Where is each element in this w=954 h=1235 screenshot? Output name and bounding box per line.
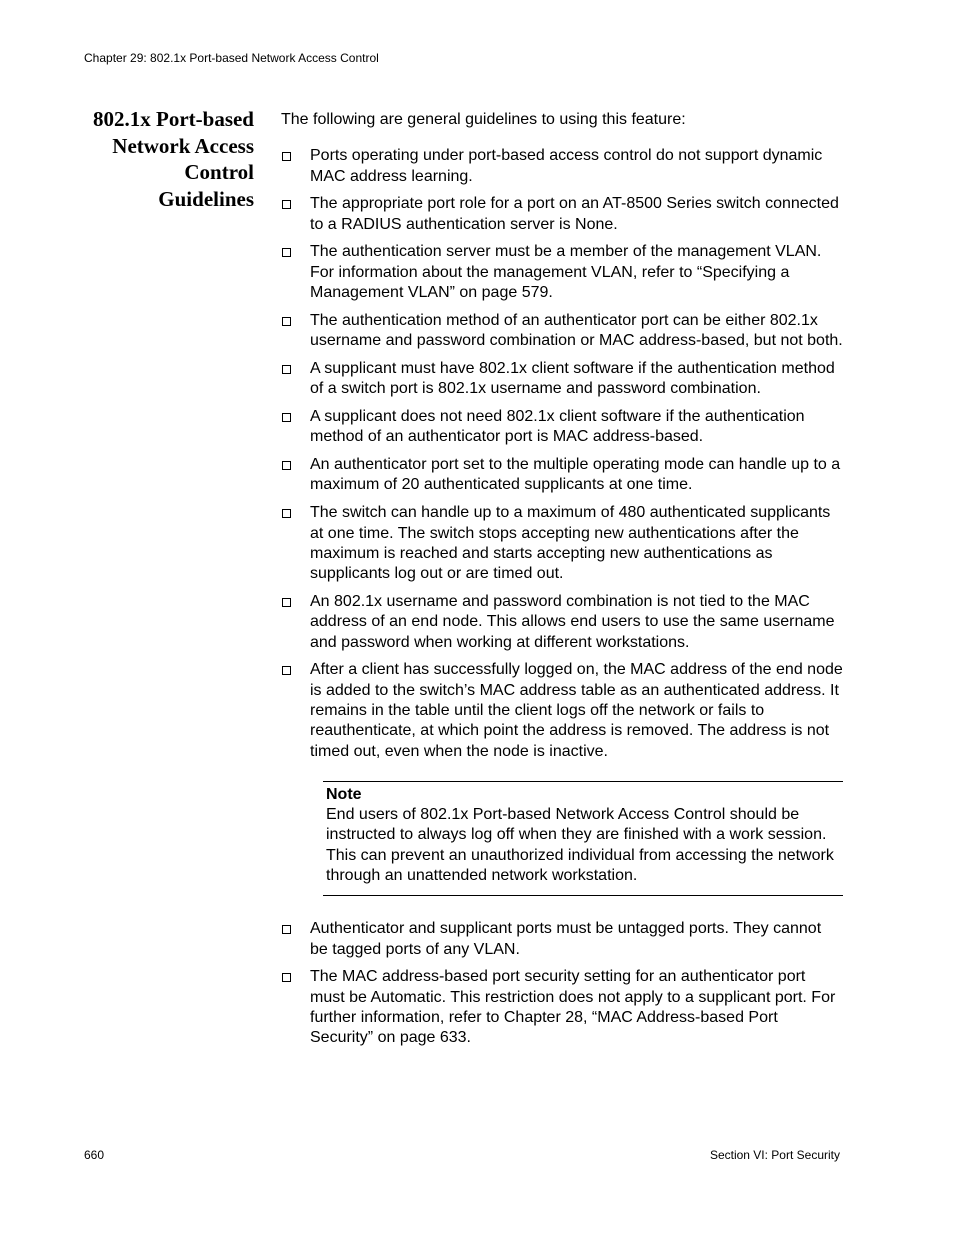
section-title: [60, 106, 254, 212]
list-item-text: The switch can handle up to a maximum of 480 authenticated supplicants at one time. The switch stops accepting new authentications after the maximum is reached and starts accepting new authentications as supplicants log out or are timed out.: [310, 504, 831, 583]
list-item-text: A supplicant does not need 802.1x client software if the authentication method of an authenticator port is MAC address-based.: [310, 408, 805, 446]
list-item: [281, 967, 843, 1048]
checkbox-bullet-icon: [282, 666, 291, 675]
running-header: Chapter 29: 802.1x Port-based Network Access Control: [84, 51, 379, 65]
checkbox-bullet-icon: [282, 925, 291, 934]
checkbox-bullet-icon: [282, 973, 291, 982]
checkbox-bullet-icon: [282, 200, 291, 209]
section-title-line: 802.1x Port-based: [93, 107, 254, 131]
checkbox-bullet-icon: [282, 461, 291, 470]
note-box: [323, 781, 843, 896]
list-item: [281, 407, 843, 448]
checkbox-bullet-icon: [282, 509, 291, 518]
page-number: 660: [84, 1148, 105, 1162]
checkbox-bullet-icon: [282, 152, 291, 161]
section-title-line: Control: [184, 160, 254, 184]
section-title-line: Guidelines: [158, 186, 254, 211]
list-item-text: After a client has successfully logged on, the MAC address of the end node is added to the switch’s MAC address table as an authenticated address. It remains in the table until the client logs off the network or fails to reauthenticate, at which point the address is removed. The address is not timed out, even when the node is inactive.: [310, 661, 843, 760]
list-item-text: Ports operating under port-based access control do not support dynamic MAC address learning.: [310, 147, 823, 185]
note-body: End users of 802.1x Port-based Network Access Control should be instructed to always log off when they are finished with a work session. This can prevent an unauthorized individual from accessing the network through an unattended network workstation.: [326, 806, 834, 884]
list-item-text: An 802.1x username and password combination is not tied to the MAC address of an end node. This allows end users to use the same username and password when working at different workstations.: [310, 592, 835, 651]
checkbox-bullet-icon: [282, 248, 291, 257]
main-content: [281, 110, 843, 1056]
list-item-text: The appropriate port role for a port on an AT-8500 Series switch connected to a RADIUS authentication server is None.: [310, 195, 839, 233]
list-item: [281, 146, 843, 187]
checkbox-bullet-icon: [282, 413, 291, 422]
footer-section-label: Section VI: Port Security: [709, 1148, 840, 1162]
guideline-list-continued: [281, 919, 843, 1048]
list-item-text: The authentication method of an authenticator port can be either 802.1x username and password combination or MAC address-based, but not both.: [310, 311, 843, 350]
note-title: Note: [326, 785, 362, 803]
checkbox-bullet-icon: [282, 598, 291, 607]
list-item: [281, 660, 843, 761]
list-item: [281, 194, 843, 235]
list-item-text: Authenticator and supplicant ports must be untagged ports. They cannot be tagged ports of any VLAN.: [310, 920, 822, 958]
guideline-list: [281, 146, 843, 762]
checkbox-bullet-icon: [282, 365, 291, 374]
list-item: [281, 311, 843, 352]
list-item: [281, 919, 843, 960]
list-item-text: The MAC address-based port security setting for an authenticator port must be Automatic. This restriction does not apply to a supplicant port. For further information, refer to Chapter 28, “MAC Address-based Port Security” on page 633.: [310, 968, 836, 1047]
section-title-line: Network Access: [112, 133, 254, 158]
list-item-text: An authenticator port set to the multiple operating mode can handle up to a maximum of 20 authenticated supplicants at one time.: [310, 456, 841, 494]
checkbox-bullet-icon: [282, 317, 291, 326]
list-item: [281, 359, 843, 400]
list-item: [281, 242, 843, 303]
list-item: [281, 455, 843, 496]
list-item: [281, 503, 843, 584]
list-item: [281, 592, 843, 653]
intro-paragraph: The following are general guidelines to using this feature:: [281, 111, 686, 128]
list-item-text: A supplicant must have 802.1x client software if the authentication method of a switch port is 802.1x username and password combination.: [310, 359, 835, 398]
list-item-text: The authentication server must be a member of the management VLAN. For information about the management VLAN, refer to “Specifying a Management VLAN” on page 579.: [310, 243, 822, 302]
